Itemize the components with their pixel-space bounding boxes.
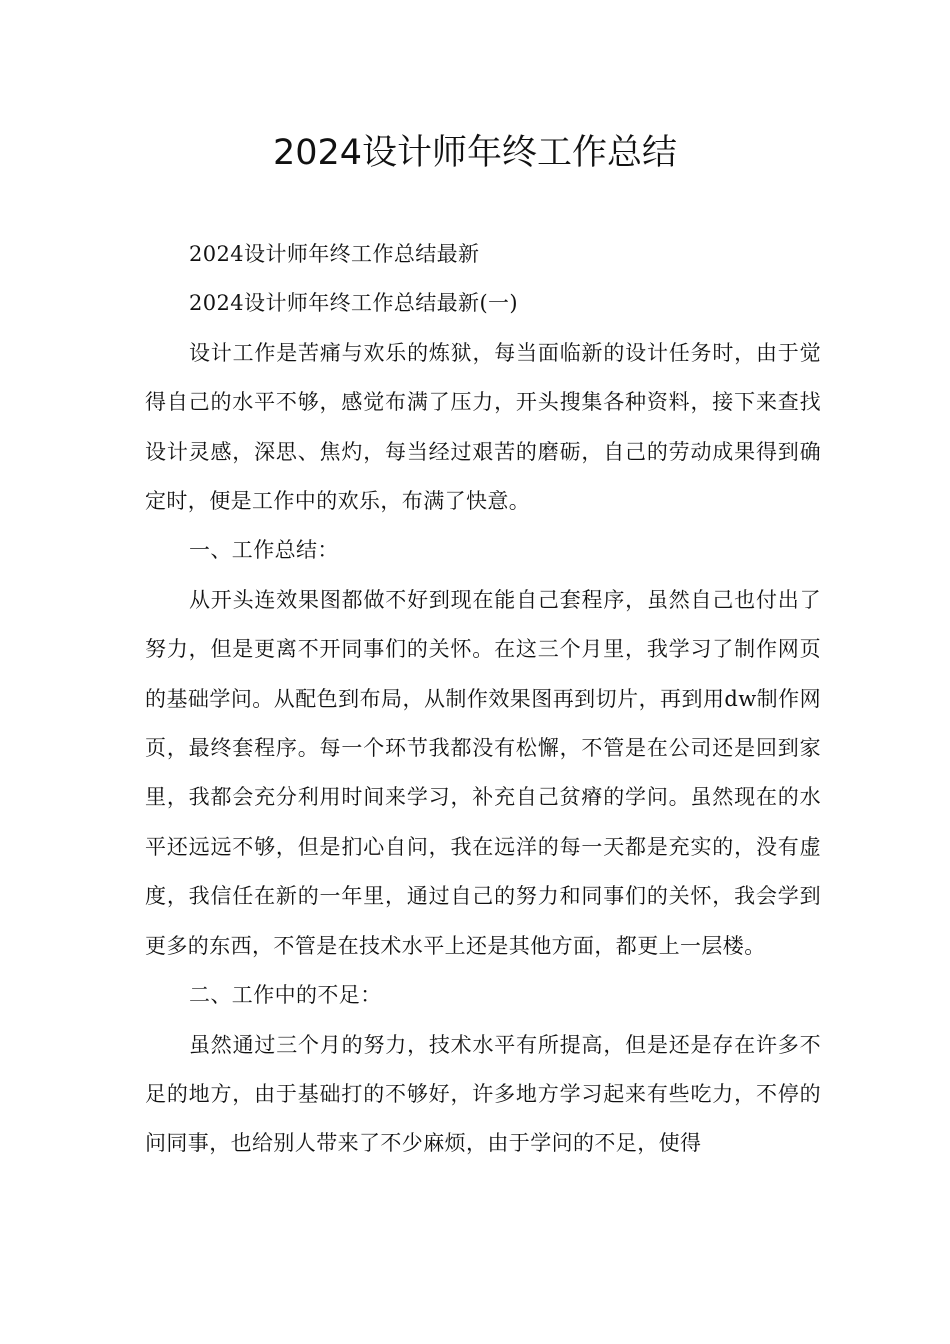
body-paragraph: 虽然通过三个月的努力，技术水平有所提高，但是还是存在许多不足的地方，由于基础打的不够好，许多地方学习起来有些吃力，不停的问同事，也给别人带来了不少麻烦，由于学问的不足，使得: [145, 1032, 821, 1156]
section-heading: 二、工作中的不足：: [189, 983, 382, 1008]
body-paragraph: 设计工作是苦痛与欢乐的炼狱，每当面临新的设计任务时，由于觉得自己的水平不够，感觉布满了压力，开头搜集各种资料，接下来查找设计灵感，深思、焦灼，每当经过艰苦的磨砺，自己的劳动成果得到确定时，便是工作中的欢乐，布满了快意。: [145, 340, 821, 514]
subtitle-line: 2024设计师年终工作总结最新: [189, 242, 480, 266]
subtitle-line: 2024设计师年终工作总结最新(一): [189, 291, 519, 316]
document-title: 2024设计师年终工作总结: [272, 133, 678, 173]
document-body: [145, 230, 821, 1169]
body-paragraph: 从开头连效果图都做不好到现在能自己套程序，虽然自己也付出了努力，但是更离不开同事们的关怀。在这三个月里，我学习了制作网页的基础学问。从配色到布局，从制作效果图再到切片，再到用dw制作网页，最终套程序。每一个环节我都没有松懈，不管是在公司还是回到家里，我都会充分利用时间来学习，补充自己贫瘠的学问。虽然现在的水平还远远不够，但是扪心自问，我在远洋的每一天都是充实的，没有虚度，我信任在新的一年里，通过自己的努力和同事们的关怀，我会学到更多的东西，不管是在技术水平上还是其他方面，都更上一层楼。: [145, 587, 821, 958]
section-heading: 一、工作总结：: [189, 538, 339, 563]
